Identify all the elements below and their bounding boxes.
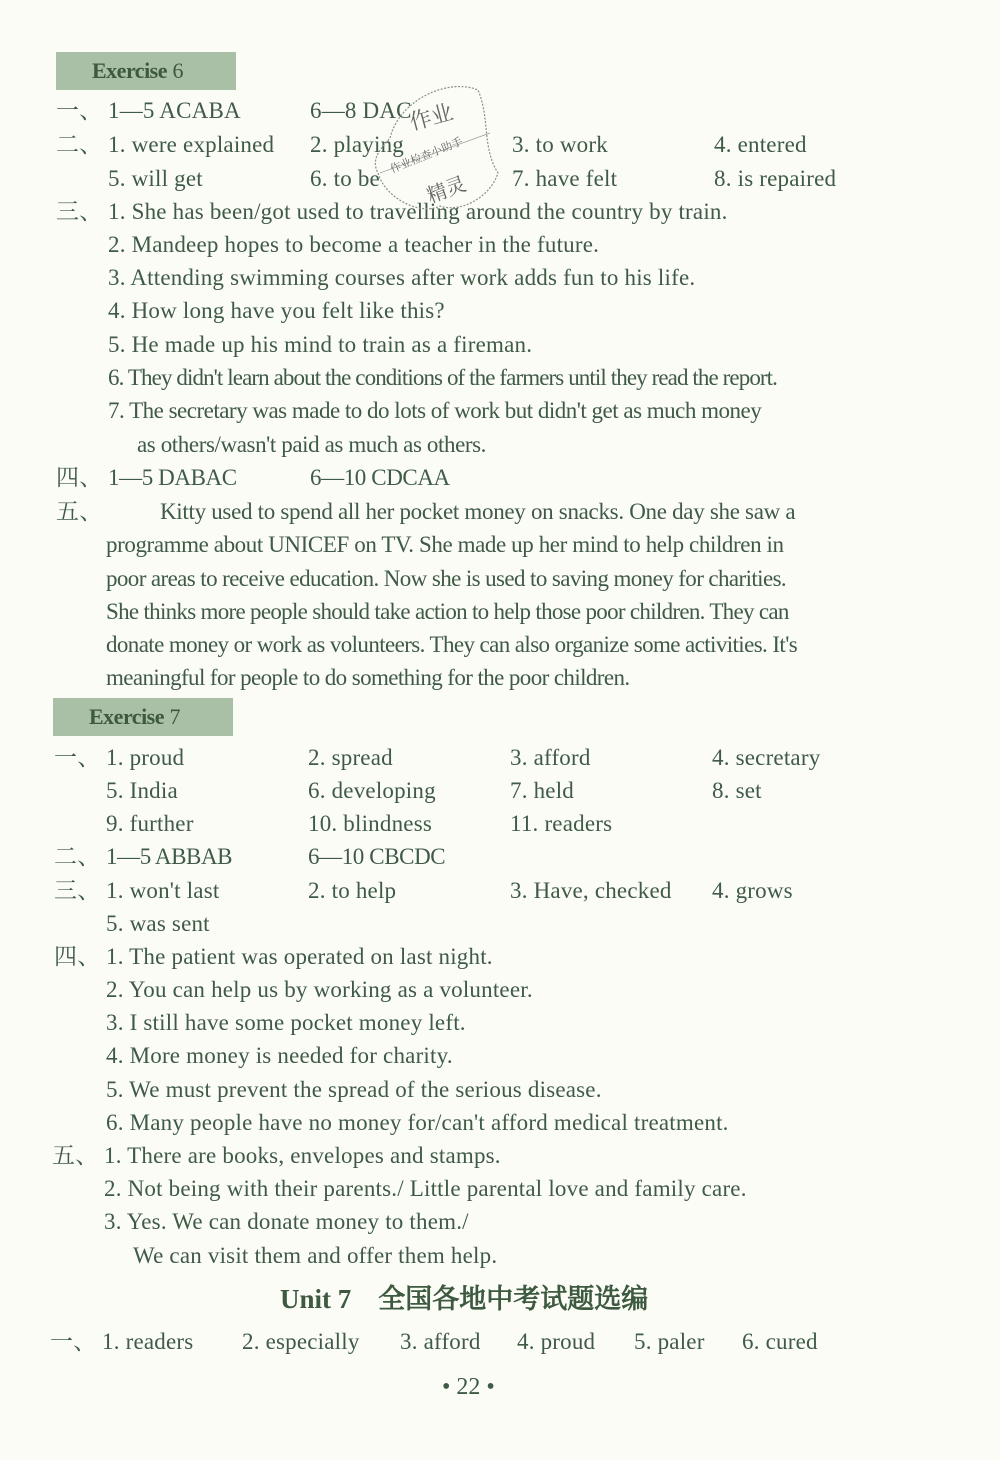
answer-sentence: 1. The patient was operated on last night.: [106, 944, 493, 969]
stamp-bottom-text: 精灵: [423, 171, 470, 208]
answer-sentence: 4. How long have you felt like this?: [108, 298, 445, 323]
answer-item: 4. proud: [517, 1329, 596, 1354]
answer-item: 1. readers: [102, 1329, 194, 1354]
answer-range: 1—5 ABBAB: [106, 844, 233, 869]
stamp-top-text: 作业: [407, 100, 457, 136]
exercise-6-header: [56, 52, 236, 90]
answer-item: 3. afford: [510, 745, 591, 770]
answer-sentence: 1. There are books, envelopes and stamps.: [104, 1143, 501, 1168]
answer-range: 6—8 DAC: [310, 98, 412, 123]
section-marker: 一、: [54, 745, 101, 770]
answer-sentence-continued: We can visit them and offer them help.: [133, 1243, 498, 1268]
answer-sentence: 3. Yes. We can donate money to them./: [104, 1209, 469, 1234]
section-marker: 一、: [50, 1329, 97, 1354]
answer-item: 7. held: [510, 778, 574, 803]
answer-item: 10. blindness: [308, 811, 432, 836]
essay-line: programme about UNICEF on TV. She made up her mind to help children in: [106, 532, 784, 557]
exercise-number: 7: [169, 704, 181, 729]
answer-sentence: 5. He made up his mind to train as a fireman.: [108, 332, 533, 357]
stamp-middle-text: 作业检查小助手: [388, 134, 465, 176]
answer-sentence: 6. They didn't learn about the conditions of the farmers until they read the report.: [108, 365, 778, 390]
answer-range: 6—10 CBCDC: [308, 844, 446, 869]
answer-sentence: 3. Attending swimming courses after work adds fun to his life.: [108, 265, 696, 290]
exercise-label: Exercise: [89, 704, 165, 729]
answer-sentence: 2. You can help us by working as a volunteer.: [106, 977, 533, 1002]
answer-sentence: 2. Not being with their parents./ Little parental love and family care.: [104, 1176, 747, 1201]
section-marker: 四、: [54, 944, 101, 969]
section-marker: 三、: [56, 199, 103, 224]
answer-item: 2. especially: [242, 1329, 360, 1354]
answer-item: 2. to help: [308, 878, 397, 903]
answer-item: 8. set: [712, 778, 762, 803]
answer-sentence: 3. I still have some pocket money left.: [106, 1010, 466, 1035]
answer-item: 4. secretary: [712, 745, 821, 770]
exercise-number: 6: [172, 58, 184, 83]
answer-sentence: 5. We must prevent the spread of the serious disease.: [106, 1077, 602, 1102]
essay-line: Kitty used to spend all her pocket money on snacks. One day she saw a: [160, 499, 796, 524]
answer-sentence: 6. Many people have no money for/can't afford medical treatment.: [106, 1110, 729, 1135]
answer-sentence: 7. The secretary was made to do lots of work but didn't get as much money: [108, 398, 762, 423]
section-marker: 二、: [56, 132, 103, 157]
answer-item: 3. Have, checked: [510, 878, 672, 903]
answer-range: 6—10 CDCAA: [310, 465, 450, 490]
answer-item: 3. to work: [512, 132, 608, 157]
exercise-7-header: [53, 698, 233, 736]
section-marker: 三、: [54, 878, 101, 903]
answer-item: 1. proud: [106, 745, 185, 770]
answer-item: 7. have felt: [512, 166, 618, 191]
answer-item: 1. won't last: [106, 878, 220, 903]
answer-item: 2. playing: [310, 132, 404, 157]
answer-item: 8. is repaired: [714, 166, 837, 191]
watermark-stamp: [360, 78, 500, 218]
answer-item: 5. will get: [108, 166, 203, 191]
essay-line: meaningful for people to do something for the poor children.: [106, 665, 630, 690]
answer-item: 6. developing: [308, 778, 436, 803]
answer-sentence-continued: as others/wasn't paid as much as others.: [137, 432, 487, 457]
section-marker: 一、: [56, 98, 103, 123]
answer-item: 6. cured: [742, 1329, 818, 1354]
essay-line: donate money or work as volunteers. They can also organize some activities. It's: [106, 632, 798, 657]
answer-item: 1. were explained: [108, 132, 275, 157]
unit-title: Unit 7 全国各地中考试题选编: [280, 1284, 649, 1314]
section-marker: 五、: [52, 1143, 99, 1168]
answer-item: 4. entered: [714, 132, 807, 157]
answer-range: 1—5 DABAC: [108, 465, 237, 490]
answer-item: 5. was sent: [106, 911, 210, 936]
exercise-label: Exercise: [92, 58, 168, 83]
answer-sentence: 4. More money is needed for charity.: [106, 1043, 453, 1068]
answer-item: 4. grows: [712, 878, 793, 903]
section-marker: 四、: [56, 465, 103, 490]
answer-item: 5. India: [106, 778, 178, 803]
answer-sentence: 2. Mandeep hopes to become a teacher in the future.: [108, 232, 600, 257]
section-marker: 二、: [54, 844, 101, 869]
answer-sentence: 1. She has been/got used to travelling around the country by train.: [108, 199, 728, 224]
answer-item: 3. afford: [400, 1329, 481, 1354]
answer-range: 1—5 ACABA: [108, 98, 241, 123]
answer-item: 5. paler: [634, 1329, 705, 1354]
page-number: • 22 •: [442, 1374, 495, 1400]
essay-line: She thinks more people should take action to help those poor children. They can: [106, 599, 789, 624]
essay-line: poor areas to receive education. Now she is used to saving money for charities.: [106, 566, 787, 591]
answer-item: 2. spread: [308, 745, 393, 770]
answer-item: 11. readers: [510, 811, 613, 836]
answer-item: 9. further: [106, 811, 194, 836]
section-marker: 五、: [56, 499, 103, 524]
answer-item: 6. to be: [310, 166, 380, 191]
